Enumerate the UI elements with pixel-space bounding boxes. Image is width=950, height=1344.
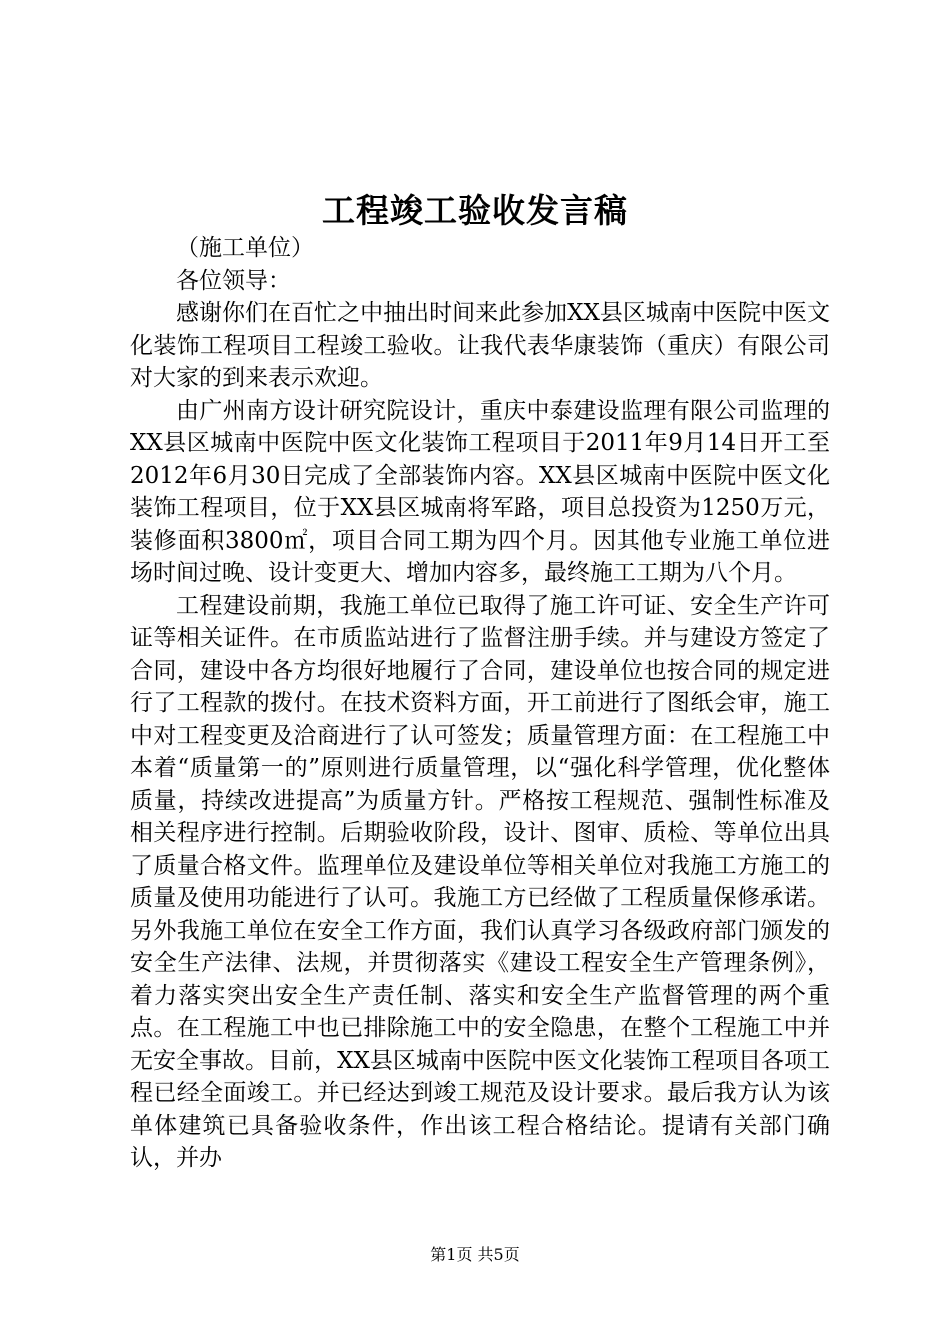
paragraph-unit: （施工单位） [176, 235, 314, 261]
document-title: 工程竣工验收发言稿 [322, 191, 628, 230]
paragraph-project-overview: 由广州南方设计研究院设计，重庆中泰建设监理有限公司监理的XX县区城南中医院中医文化装饰工程项目于2011年9月14日开工至2012年6月30日完成了全部装饰内容。XX县区城南中医院中医文化装饰工程项目，位于XX县区城南将军路，项目总投资为1250万元，装修面积3800㎡，项目合同工期为四个月。因其他专业施工单位进场时间过晚、设计变更大、增加内容多，最终施工工期为八个月。 [130, 397, 830, 586]
paragraph-welcome: 感谢你们在百忙之中抽出时间来此参加XX县区城南中医院中医文化装饰工程项目工程竣工验收。让我代表华康装饰（重庆）有限公司对大家的到来表示欢迎。 [130, 300, 830, 391]
page-footer: 第1页 共5页 [430, 1245, 520, 1264]
paragraph-construction-management: 工程建设前期，我施工单位已取得了施工许可证、安全生产许可证等相关证件。在市质监站进行了监督注册手续。并与建设方签定了合同，建设中各方均很好地履行了合同，建设单位也按合同的规定进行了工程款的拨付。在技术资料方面，开工前进行了图纸会审，施工中对工程变更及洽商进行了认可签发；质量管理方面：在工程施工中本着“质量第一的”原则进行质量管理，以“强化科学管理，优化整体质量，持续改进提高”为质量方针。严格按工程规范、强制性标准及相关程序进行控制。后期验收阶段，设计、图审、质检、等单位出具了质量合格文件。监理单位及建设单位等相关单位对我施工方施工的质量及使用功能进行了认可。我施工方已经做了工程质量保修承诺。另外我施工单位在安全工作方面，我们认真学习各级政府部门颁发的安全生产法律、法规，并贯彻落实《建设工程安全生产管理条例》，着力落实突出安全生产责任制、落实和安全生产监督管理的两个重点。在工程施工中也已排除施工中的安全隐患，在整个工程施工中并无安全事故。目前，XX县区城南中医院中医文化装饰工程项目各项工程已经全面竣工。并已经达到竣工规范及设计要求。最后我方认为该单体建筑已具备验收条件，作出该工程合格结论。提请有关部门确认，并办 [130, 592, 830, 1171]
paragraph-salutation: 各位领导： [176, 267, 291, 294]
document-body [130, 232, 830, 1175]
